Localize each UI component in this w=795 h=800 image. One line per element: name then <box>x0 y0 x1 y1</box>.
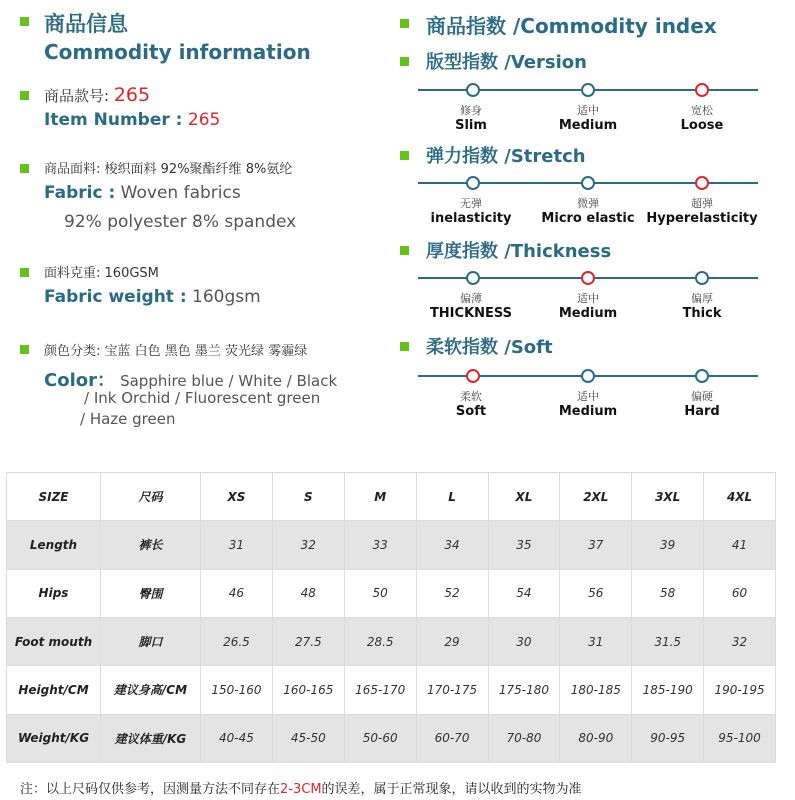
scale-point-selected <box>581 271 595 285</box>
table-row <box>7 521 776 569</box>
item-number-zh <box>44 84 150 106</box>
table-cell: 40-45 <box>201 714 273 762</box>
index-stretch-title: 弹力指数 /Stretch <box>426 146 586 167</box>
index-version-scale <box>418 89 758 149</box>
color-zh <box>44 340 307 359</box>
index-soft-title: 柔软指数 /Soft <box>426 337 553 358</box>
table-cell: 190-195 <box>704 666 776 714</box>
table-cell: 54 <box>488 569 560 617</box>
table-cell: 建议身高/CM <box>101 666 201 714</box>
scale-point <box>581 176 595 190</box>
table-cell: 35 <box>488 521 560 569</box>
color-label-zh: 颜色分类: <box>44 344 101 359</box>
color-value-line1: Sapphire blue / White / Black <box>120 372 338 390</box>
bullet-icon <box>20 17 29 26</box>
table-cell: 33 <box>344 521 416 569</box>
index-version-title: 版型指数 /Version <box>426 52 587 73</box>
color-value-line2: / Ink Orchid / Fluorescent green <box>84 389 321 407</box>
table-cell: 32 <box>704 617 776 665</box>
note-text: 的误差，属于正常现象，请以收到的实物为准 <box>321 782 582 797</box>
table-header-cell: S <box>272 473 344 521</box>
fabric-label-en: Fabric : <box>44 183 116 203</box>
table-cell: 80-90 <box>560 714 632 762</box>
fabric-composition: 92% polyester 8% spandex <box>64 212 297 232</box>
scale-point <box>466 83 480 97</box>
note-text: 注：以上尺码仅供参考，因测量方法不同存在 <box>20 782 281 797</box>
scale-point <box>581 83 595 97</box>
scale-option: 适中 Medium <box>558 104 618 133</box>
table-cell: 56 <box>560 569 632 617</box>
scale-option: 超弹 Hyperelasticity <box>646 197 758 226</box>
scale-point-selected <box>695 83 709 97</box>
scale-option: 柔软 Soft <box>455 390 487 419</box>
table-cell: 48 <box>272 569 344 617</box>
size-table <box>6 472 776 763</box>
table-row <box>7 666 776 714</box>
bullet-icon <box>400 19 409 28</box>
table-cell: 28.5 <box>344 617 416 665</box>
bullet-icon <box>400 246 409 255</box>
table-cell: 52 <box>416 569 488 617</box>
table-cell: 58 <box>632 569 704 617</box>
table-cell: 50-60 <box>344 714 416 762</box>
weight-en <box>44 287 261 307</box>
color-value-line3: / Haze green <box>80 410 176 428</box>
bullet-icon <box>400 342 409 351</box>
weight-value-en: 160gsm <box>192 287 261 307</box>
weight-zh <box>44 262 159 281</box>
scale-option: 偏硬 Hard <box>684 390 720 419</box>
table-cell: Weight/KG <box>7 714 101 762</box>
table-header-cell: 2XL <box>560 473 632 521</box>
weight-value-zh: 160GSM <box>104 266 159 281</box>
table-cell: 脚口 <box>101 617 201 665</box>
table-cell: 50 <box>344 569 416 617</box>
table-cell: 37 <box>560 521 632 569</box>
bullet-icon <box>400 151 409 160</box>
scale-point-selected <box>466 369 480 383</box>
table-cell: 170-175 <box>416 666 488 714</box>
fabric-label-zh: 商品面料: <box>44 162 101 177</box>
table-cell: 34 <box>416 521 488 569</box>
fabric-en <box>44 183 241 203</box>
info-title-en: Commodity information <box>44 40 311 64</box>
table-cell: 41 <box>704 521 776 569</box>
table-cell: 90-95 <box>632 714 704 762</box>
table-cell: Height/CM <box>7 666 101 714</box>
table-cell: 45-50 <box>272 714 344 762</box>
table-header-cell: M <box>344 473 416 521</box>
table-header-cell: SIZE <box>7 473 101 521</box>
scale-point <box>466 176 480 190</box>
table-cell: 46 <box>201 569 273 617</box>
table-cell: Hips <box>7 569 101 617</box>
index-thickness-title: 厚度指数 /Thickness <box>426 241 612 262</box>
scale-point <box>466 271 480 285</box>
table-cell: Foot mouth <box>7 617 101 665</box>
index-stretch-scale <box>418 182 758 242</box>
item-number-label-zh: 商品款号: <box>44 87 110 105</box>
table-cell: 31 <box>560 617 632 665</box>
table-row <box>7 617 776 665</box>
scale-option: 修身 Slim <box>455 104 487 133</box>
table-cell: 裤长 <box>101 521 201 569</box>
item-number-label-en: Item Number : <box>44 110 183 130</box>
table-cell: 70-80 <box>488 714 560 762</box>
table-cell: 150-160 <box>201 666 273 714</box>
table-row <box>7 714 776 762</box>
bullet-icon <box>20 91 29 100</box>
table-cell: 26.5 <box>201 617 273 665</box>
table-cell: 165-170 <box>344 666 416 714</box>
table-row <box>7 569 776 617</box>
scale-option: 微弹 Micro elastic <box>541 197 635 226</box>
table-header-cell: 尺码 <box>101 473 201 521</box>
fabric-value-en: Woven fabrics <box>120 183 241 203</box>
bullet-icon <box>20 164 29 173</box>
table-cell: 60-70 <box>416 714 488 762</box>
table-cell: 39 <box>632 521 704 569</box>
index-thickness-scale <box>418 277 758 337</box>
table-cell: Length <box>7 521 101 569</box>
scale-point-selected <box>695 176 709 190</box>
item-number-en <box>44 110 220 130</box>
table-cell: 30 <box>488 617 560 665</box>
scale-option: 偏薄 THICKNESS <box>429 292 513 321</box>
note-highlight: 2-3CM <box>280 782 322 797</box>
item-number-value-en: 265 <box>187 110 221 130</box>
table-header-row <box>7 473 776 521</box>
scale-point <box>581 369 595 383</box>
table-cell: 95-100 <box>704 714 776 762</box>
table-cell: 建议体重/KG <box>101 714 201 762</box>
table-cell: 臀围 <box>101 569 201 617</box>
scale-option: 无弹 inelasticity <box>430 197 512 226</box>
table-header-cell: L <box>416 473 488 521</box>
index-title: 商品指数 /Commodity index <box>426 14 717 38</box>
table-header-cell: XL <box>488 473 560 521</box>
table-cell: 185-190 <box>632 666 704 714</box>
table-header-cell: XS <box>201 473 273 521</box>
scale-option: 偏厚 Thick <box>682 292 722 321</box>
table-header-cell: 3XL <box>632 473 704 521</box>
color-label-en: Color： <box>44 370 115 391</box>
scale-option: 适中 Medium <box>558 390 618 419</box>
table-cell: 31 <box>201 521 273 569</box>
weight-label-zh: 面料克重: <box>44 266 101 281</box>
fabric-zh <box>44 158 292 177</box>
table-cell: 27.5 <box>272 617 344 665</box>
table-cell: 180-185 <box>560 666 632 714</box>
index-soft-scale <box>418 375 758 435</box>
table-cell: 160-165 <box>272 666 344 714</box>
table-cell: 31.5 <box>632 617 704 665</box>
color-value-zh: 宝蓝 白色 黑色 墨兰 荧光绿 雾霾绿 <box>104 344 308 359</box>
size-note <box>20 778 582 797</box>
scale-point <box>695 369 709 383</box>
table-cell: 175-180 <box>488 666 560 714</box>
weight-label-en: Fabric weight : <box>44 287 187 307</box>
scale-point <box>695 271 709 285</box>
table-cell: 32 <box>272 521 344 569</box>
scale-option: 适中 Medium <box>558 292 618 321</box>
bullet-icon <box>20 345 29 354</box>
scale-option: 宽松 Loose <box>680 104 724 133</box>
fabric-value-zh: 梭织面料 92%聚酯纤维 8%氨纶 <box>104 162 293 177</box>
table-cell: 60 <box>704 569 776 617</box>
item-number-value-zh: 265 <box>113 84 151 106</box>
bullet-icon <box>20 268 29 277</box>
table-header-cell: 4XL <box>704 473 776 521</box>
table-cell: 29 <box>416 617 488 665</box>
info-title-zh: 商品信息 <box>44 12 128 36</box>
bullet-icon <box>400 57 409 66</box>
